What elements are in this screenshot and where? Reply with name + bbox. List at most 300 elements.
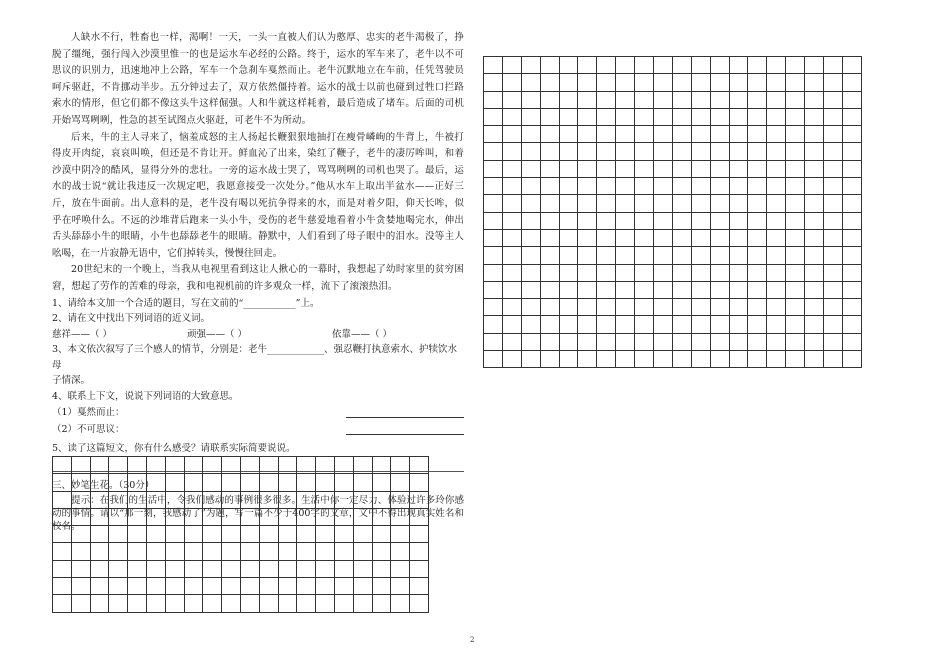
grid-cell[interactable]	[260, 543, 279, 560]
grid-cell[interactable]	[711, 265, 730, 282]
grid-cell[interactable]	[578, 316, 597, 333]
grid-cell[interactable]	[335, 474, 354, 491]
grid-cell[interactable]	[373, 578, 392, 595]
grid-cell[interactable]	[843, 316, 862, 333]
grid-cell[interactable]	[53, 474, 72, 491]
grid-cell[interactable]	[578, 213, 597, 230]
grid-cell[interactable]	[673, 143, 692, 160]
grid-cell[interactable]	[109, 595, 128, 612]
grid-cell[interactable]	[616, 265, 635, 282]
grid-cell[interactable]	[748, 57, 767, 74]
grid-cell[interactable]	[410, 578, 429, 595]
grid-cell[interactable]	[597, 316, 616, 333]
grid-cell[interactable]	[843, 299, 862, 316]
grid-cell[interactable]	[843, 282, 862, 299]
grid-cell[interactable]	[354, 595, 373, 612]
grid-cell[interactable]	[711, 143, 730, 160]
grid-cell[interactable]	[654, 230, 673, 247]
grid-cell[interactable]	[484, 316, 503, 333]
grid-cell[interactable]	[297, 509, 316, 526]
grid-cell[interactable]	[730, 74, 749, 91]
grid-cell[interactable]	[128, 578, 147, 595]
grid-cell[interactable]	[109, 492, 128, 509]
grid-cell[interactable]	[541, 247, 560, 264]
grid-cell[interactable]	[166, 578, 185, 595]
grid-cell[interactable]	[410, 509, 429, 526]
grid-cell[interactable]	[72, 474, 91, 491]
grid-cell[interactable]	[222, 561, 241, 578]
grid-cell[interactable]	[824, 230, 843, 247]
grid-cell[interactable]	[522, 74, 541, 91]
grid-cell[interactable]	[166, 561, 185, 578]
grid-cell[interactable]	[635, 161, 654, 178]
grid-cell[interactable]	[53, 457, 72, 474]
grid-cell[interactable]	[805, 195, 824, 212]
grid-cell[interactable]	[241, 543, 260, 560]
grid-cell[interactable]	[541, 334, 560, 351]
grid-cell[interactable]	[578, 247, 597, 264]
grid-cell[interactable]	[279, 526, 298, 543]
grid-cell[interactable]	[786, 230, 805, 247]
grid-cell[interactable]	[578, 161, 597, 178]
grid-cell[interactable]	[786, 299, 805, 316]
grid-cell[interactable]	[297, 561, 316, 578]
grid-cell[interactable]	[767, 351, 786, 368]
grid-cell[interactable]	[222, 457, 241, 474]
grid-cell[interactable]	[692, 109, 711, 126]
grid-cell[interactable]	[767, 74, 786, 91]
grid-cell[interactable]	[109, 561, 128, 578]
grid-cell[interactable]	[522, 109, 541, 126]
grid-cell[interactable]	[335, 578, 354, 595]
grid-cell[interactable]	[843, 161, 862, 178]
grid-cell[interactable]	[109, 457, 128, 474]
grid-cell[interactable]	[711, 351, 730, 368]
grid-cell[interactable]	[391, 492, 410, 509]
grid-cell[interactable]	[578, 334, 597, 351]
grid-cell[interactable]	[730, 213, 749, 230]
grid-cell[interactable]	[730, 351, 749, 368]
grid-cell[interactable]	[635, 92, 654, 109]
grid-cell[interactable]	[786, 74, 805, 91]
grid-cell[interactable]	[91, 543, 110, 560]
grid-cell[interactable]	[203, 474, 222, 491]
grid-cell[interactable]	[730, 195, 749, 212]
grid-cell[interactable]	[767, 213, 786, 230]
grid-cell[interactable]	[824, 334, 843, 351]
grid-cell[interactable]	[673, 265, 692, 282]
grid-cell[interactable]	[767, 126, 786, 143]
grid-cell[interactable]	[147, 526, 166, 543]
grid-cell[interactable]	[597, 282, 616, 299]
grid-cell[interactable]	[692, 282, 711, 299]
grid-cell[interactable]	[203, 595, 222, 612]
grid-cell[interactable]	[316, 561, 335, 578]
grid-cell[interactable]	[654, 299, 673, 316]
composition-grid-right[interactable]	[483, 56, 862, 368]
grid-cell[interactable]	[767, 57, 786, 74]
grid-cell[interactable]	[222, 578, 241, 595]
grid-cell[interactable]	[484, 265, 503, 282]
grid-cell[interactable]	[147, 457, 166, 474]
grid-cell[interactable]	[748, 74, 767, 91]
grid-cell[interactable]	[786, 351, 805, 368]
grid-cell[interactable]	[673, 351, 692, 368]
grid-cell[interactable]	[843, 92, 862, 109]
grid-cell[interactable]	[786, 282, 805, 299]
grid-cell[interactable]	[373, 457, 392, 474]
grid-cell[interactable]	[503, 247, 522, 264]
synonym-wanqiang[interactable]: 顽强——（ ）	[187, 328, 248, 340]
grid-cell[interactable]	[786, 161, 805, 178]
grid-cell[interactable]	[786, 92, 805, 109]
grid-cell[interactable]	[128, 595, 147, 612]
grid-cell[interactable]	[673, 213, 692, 230]
grid-cell[interactable]	[484, 109, 503, 126]
grid-cell[interactable]	[335, 543, 354, 560]
grid-cell[interactable]	[673, 247, 692, 264]
grid-cell[interactable]	[222, 526, 241, 543]
grid-cell[interactable]	[541, 282, 560, 299]
grid-cell[interactable]	[260, 526, 279, 543]
grid-cell[interactable]	[597, 334, 616, 351]
grid-cell[interactable]	[541, 316, 560, 333]
grid-cell[interactable]	[53, 561, 72, 578]
grid-cell[interactable]	[673, 195, 692, 212]
grid-cell[interactable]	[354, 474, 373, 491]
grid-cell[interactable]	[560, 299, 579, 316]
grid-cell[interactable]	[541, 74, 560, 91]
grid-cell[interactable]	[824, 316, 843, 333]
grid-cell[interactable]	[560, 109, 579, 126]
grid-cell[interactable]	[503, 178, 522, 195]
grid-cell[interactable]	[354, 492, 373, 509]
grid-cell[interactable]	[91, 578, 110, 595]
grid-cell[interactable]	[805, 126, 824, 143]
grid-cell[interactable]	[673, 57, 692, 74]
grid-cell[interactable]	[203, 457, 222, 474]
grid-cell[interactable]	[711, 282, 730, 299]
grid-cell[interactable]	[241, 474, 260, 491]
grid-cell[interactable]	[597, 161, 616, 178]
grid-cell[interactable]	[297, 492, 316, 509]
grid-cell[interactable]	[654, 57, 673, 74]
grid-cell[interactable]	[616, 143, 635, 160]
grid-cell[interactable]	[128, 561, 147, 578]
answer-line-2[interactable]	[346, 434, 464, 435]
grid-cell[interactable]	[260, 474, 279, 491]
grid-cell[interactable]	[560, 265, 579, 282]
grid-cell[interactable]	[241, 509, 260, 526]
grid-cell[interactable]	[484, 57, 503, 74]
grid-cell[interactable]	[410, 526, 429, 543]
grid-cell[interactable]	[335, 595, 354, 612]
grid-cell[interactable]	[597, 143, 616, 160]
grid-cell[interactable]	[767, 178, 786, 195]
grid-cell[interactable]	[635, 143, 654, 160]
grid-cell[interactable]	[578, 299, 597, 316]
grid-cell[interactable]	[673, 109, 692, 126]
grid-cell[interactable]	[522, 247, 541, 264]
grid-cell[interactable]	[786, 265, 805, 282]
grid-cell[interactable]	[673, 178, 692, 195]
grid-cell[interactable]	[297, 578, 316, 595]
grid-cell[interactable]	[597, 195, 616, 212]
grid-cell[interactable]	[673, 334, 692, 351]
grid-cell[interactable]	[654, 334, 673, 351]
grid-cell[interactable]	[391, 578, 410, 595]
grid-cell[interactable]	[597, 213, 616, 230]
grid-cell[interactable]	[843, 265, 862, 282]
grid-cell[interactable]	[730, 265, 749, 282]
grid-cell[interactable]	[72, 543, 91, 560]
grid-cell[interactable]	[241, 526, 260, 543]
grid-cell[interactable]	[53, 492, 72, 509]
grid-cell[interactable]	[843, 351, 862, 368]
grid-cell[interactable]	[166, 543, 185, 560]
grid-cell[interactable]	[730, 316, 749, 333]
grid-cell[interactable]	[635, 282, 654, 299]
grid-cell[interactable]	[109, 578, 128, 595]
grid-cell[interactable]	[316, 543, 335, 560]
grid-cell[interactable]	[222, 595, 241, 612]
grid-cell[interactable]	[578, 351, 597, 368]
grid-cell[interactable]	[805, 247, 824, 264]
grid-cell[interactable]	[503, 299, 522, 316]
grid-cell[interactable]	[673, 161, 692, 178]
grid-cell[interactable]	[316, 595, 335, 612]
grid-cell[interactable]	[279, 561, 298, 578]
grid-cell[interactable]	[730, 178, 749, 195]
grid-cell[interactable]	[522, 265, 541, 282]
grid-cell[interactable]	[373, 543, 392, 560]
grid-cell[interactable]	[824, 351, 843, 368]
grid-cell[interactable]	[503, 74, 522, 91]
grid-cell[interactable]	[391, 595, 410, 612]
grid-cell[interactable]	[616, 57, 635, 74]
grid-cell[interactable]	[654, 265, 673, 282]
grid-cell[interactable]	[730, 126, 749, 143]
grid-cell[interactable]	[297, 543, 316, 560]
grid-cell[interactable]	[730, 161, 749, 178]
grid-cell[interactable]	[354, 509, 373, 526]
grid-cell[interactable]	[824, 247, 843, 264]
grid-cell[interactable]	[805, 92, 824, 109]
grid-cell[interactable]	[484, 92, 503, 109]
grid-cell[interactable]	[711, 92, 730, 109]
grid-cell[interactable]	[767, 282, 786, 299]
grid-cell[interactable]	[391, 543, 410, 560]
grid-cell[interactable]	[484, 247, 503, 264]
grid-cell[interactable]	[335, 492, 354, 509]
grid-cell[interactable]	[316, 509, 335, 526]
grid-cell[interactable]	[147, 492, 166, 509]
grid-cell[interactable]	[692, 143, 711, 160]
grid-cell[interactable]	[410, 492, 429, 509]
grid-cell[interactable]	[616, 316, 635, 333]
grid-cell[interactable]	[410, 474, 429, 491]
grid-cell[interactable]	[53, 509, 72, 526]
grid-cell[interactable]	[635, 334, 654, 351]
grid-cell[interactable]	[53, 526, 72, 543]
grid-cell[interactable]	[597, 74, 616, 91]
grid-cell[interactable]	[692, 351, 711, 368]
grid-cell[interactable]	[260, 457, 279, 474]
grid-cell[interactable]	[373, 492, 392, 509]
grid-cell[interactable]	[805, 161, 824, 178]
grid-cell[interactable]	[522, 316, 541, 333]
grid-cell[interactable]	[711, 334, 730, 351]
grid-cell[interactable]	[748, 195, 767, 212]
grid-cell[interactable]	[222, 509, 241, 526]
grid-cell[interactable]	[805, 230, 824, 247]
grid-cell[interactable]	[391, 561, 410, 578]
grid-cell[interactable]	[222, 474, 241, 491]
grid-cell[interactable]	[692, 195, 711, 212]
grid-cell[interactable]	[503, 126, 522, 143]
grid-cell[interactable]	[597, 126, 616, 143]
grid-cell[interactable]	[597, 247, 616, 264]
grid-cell[interactable]	[730, 92, 749, 109]
grid-cell[interactable]	[843, 126, 862, 143]
grid-cell[interactable]	[203, 509, 222, 526]
grid-cell[interactable]	[843, 178, 862, 195]
grid-cell[interactable]	[730, 282, 749, 299]
grid-cell[interactable]	[748, 126, 767, 143]
question-1-blank[interactable]: ___________	[243, 297, 296, 309]
grid-cell[interactable]	[711, 299, 730, 316]
grid-cell[interactable]	[260, 578, 279, 595]
grid-cell[interactable]	[560, 178, 579, 195]
grid-cell[interactable]	[335, 457, 354, 474]
grid-cell[interactable]	[484, 213, 503, 230]
grid-cell[interactable]	[128, 492, 147, 509]
grid-cell[interactable]	[748, 316, 767, 333]
grid-cell[interactable]	[616, 126, 635, 143]
grid-cell[interactable]	[692, 161, 711, 178]
grid-cell[interactable]	[748, 282, 767, 299]
grid-cell[interactable]	[560, 334, 579, 351]
grid-cell[interactable]	[654, 351, 673, 368]
grid-cell[interactable]	[279, 509, 298, 526]
grid-cell[interactable]	[843, 195, 862, 212]
grid-cell[interactable]	[805, 265, 824, 282]
grid-cell[interactable]	[484, 161, 503, 178]
grid-cell[interactable]	[503, 316, 522, 333]
grid-cell[interactable]	[410, 543, 429, 560]
grid-cell[interactable]	[805, 351, 824, 368]
grid-cell[interactable]	[824, 109, 843, 126]
grid-cell[interactable]	[335, 526, 354, 543]
grid-cell[interactable]	[166, 492, 185, 509]
grid-cell[interactable]	[654, 74, 673, 91]
grid-cell[interactable]	[654, 178, 673, 195]
grid-cell[interactable]	[279, 492, 298, 509]
grid-cell[interactable]	[185, 457, 204, 474]
grid-cell[interactable]	[503, 282, 522, 299]
grid-cell[interactable]	[692, 230, 711, 247]
grid-cell[interactable]	[203, 561, 222, 578]
grid-cell[interactable]	[354, 578, 373, 595]
grid-cell[interactable]	[786, 109, 805, 126]
grid-cell[interactable]	[616, 282, 635, 299]
grid-cell[interactable]	[503, 57, 522, 74]
grid-cell[interactable]	[824, 282, 843, 299]
grid-cell[interactable]	[692, 316, 711, 333]
grid-cell[interactable]	[843, 57, 862, 74]
grid-cell[interactable]	[767, 92, 786, 109]
grid-cell[interactable]	[522, 178, 541, 195]
grid-cell[interactable]	[260, 509, 279, 526]
grid-cell[interactable]	[692, 213, 711, 230]
grid-cell[interactable]	[522, 351, 541, 368]
grid-cell[interactable]	[767, 334, 786, 351]
grid-cell[interactable]	[503, 334, 522, 351]
grid-cell[interactable]	[748, 143, 767, 160]
grid-cell[interactable]	[522, 57, 541, 74]
grid-cell[interactable]	[260, 492, 279, 509]
grid-cell[interactable]	[654, 92, 673, 109]
grid-cell[interactable]	[578, 143, 597, 160]
grid-cell[interactable]	[635, 178, 654, 195]
grid-cell[interactable]	[711, 195, 730, 212]
grid-cell[interactable]	[635, 195, 654, 212]
grid-cell[interactable]	[673, 299, 692, 316]
grid-cell[interactable]	[824, 195, 843, 212]
grid-cell[interactable]	[484, 195, 503, 212]
grid-cell[interactable]	[654, 282, 673, 299]
grid-cell[interactable]	[241, 457, 260, 474]
grid-cell[interactable]	[128, 543, 147, 560]
grid-cell[interactable]	[53, 578, 72, 595]
grid-cell[interactable]	[185, 543, 204, 560]
grid-cell[interactable]	[410, 561, 429, 578]
grid-cell[interactable]	[748, 351, 767, 368]
grid-cell[interactable]	[654, 316, 673, 333]
grid-cell[interactable]	[824, 299, 843, 316]
grid-cell[interactable]	[805, 74, 824, 91]
grid-cell[interactable]	[166, 526, 185, 543]
grid-cell[interactable]	[91, 509, 110, 526]
grid-cell[interactable]	[843, 213, 862, 230]
grid-cell[interactable]	[805, 282, 824, 299]
grid-cell[interactable]	[673, 230, 692, 247]
grid-cell[interactable]	[635, 74, 654, 91]
grid-cell[interactable]	[373, 561, 392, 578]
grid-cell[interactable]	[166, 457, 185, 474]
grid-cell[interactable]	[824, 161, 843, 178]
grid-cell[interactable]	[297, 474, 316, 491]
grid-cell[interactable]	[560, 230, 579, 247]
grid-cell[interactable]	[711, 316, 730, 333]
grid-cell[interactable]	[616, 74, 635, 91]
grid-cell[interactable]	[72, 509, 91, 526]
grid-cell[interactable]	[805, 334, 824, 351]
grid-cell[interactable]	[541, 178, 560, 195]
grid-cell[interactable]	[109, 474, 128, 491]
grid-cell[interactable]	[484, 282, 503, 299]
grid-cell[interactable]	[503, 195, 522, 212]
grid-cell[interactable]	[72, 457, 91, 474]
grid-cell[interactable]	[635, 299, 654, 316]
grid-cell[interactable]	[484, 143, 503, 160]
grid-cell[interactable]	[503, 161, 522, 178]
grid-cell[interactable]	[541, 92, 560, 109]
grid-cell[interactable]	[128, 526, 147, 543]
grid-cell[interactable]	[522, 195, 541, 212]
grid-cell[interactable]	[711, 74, 730, 91]
grid-cell[interactable]	[109, 509, 128, 526]
